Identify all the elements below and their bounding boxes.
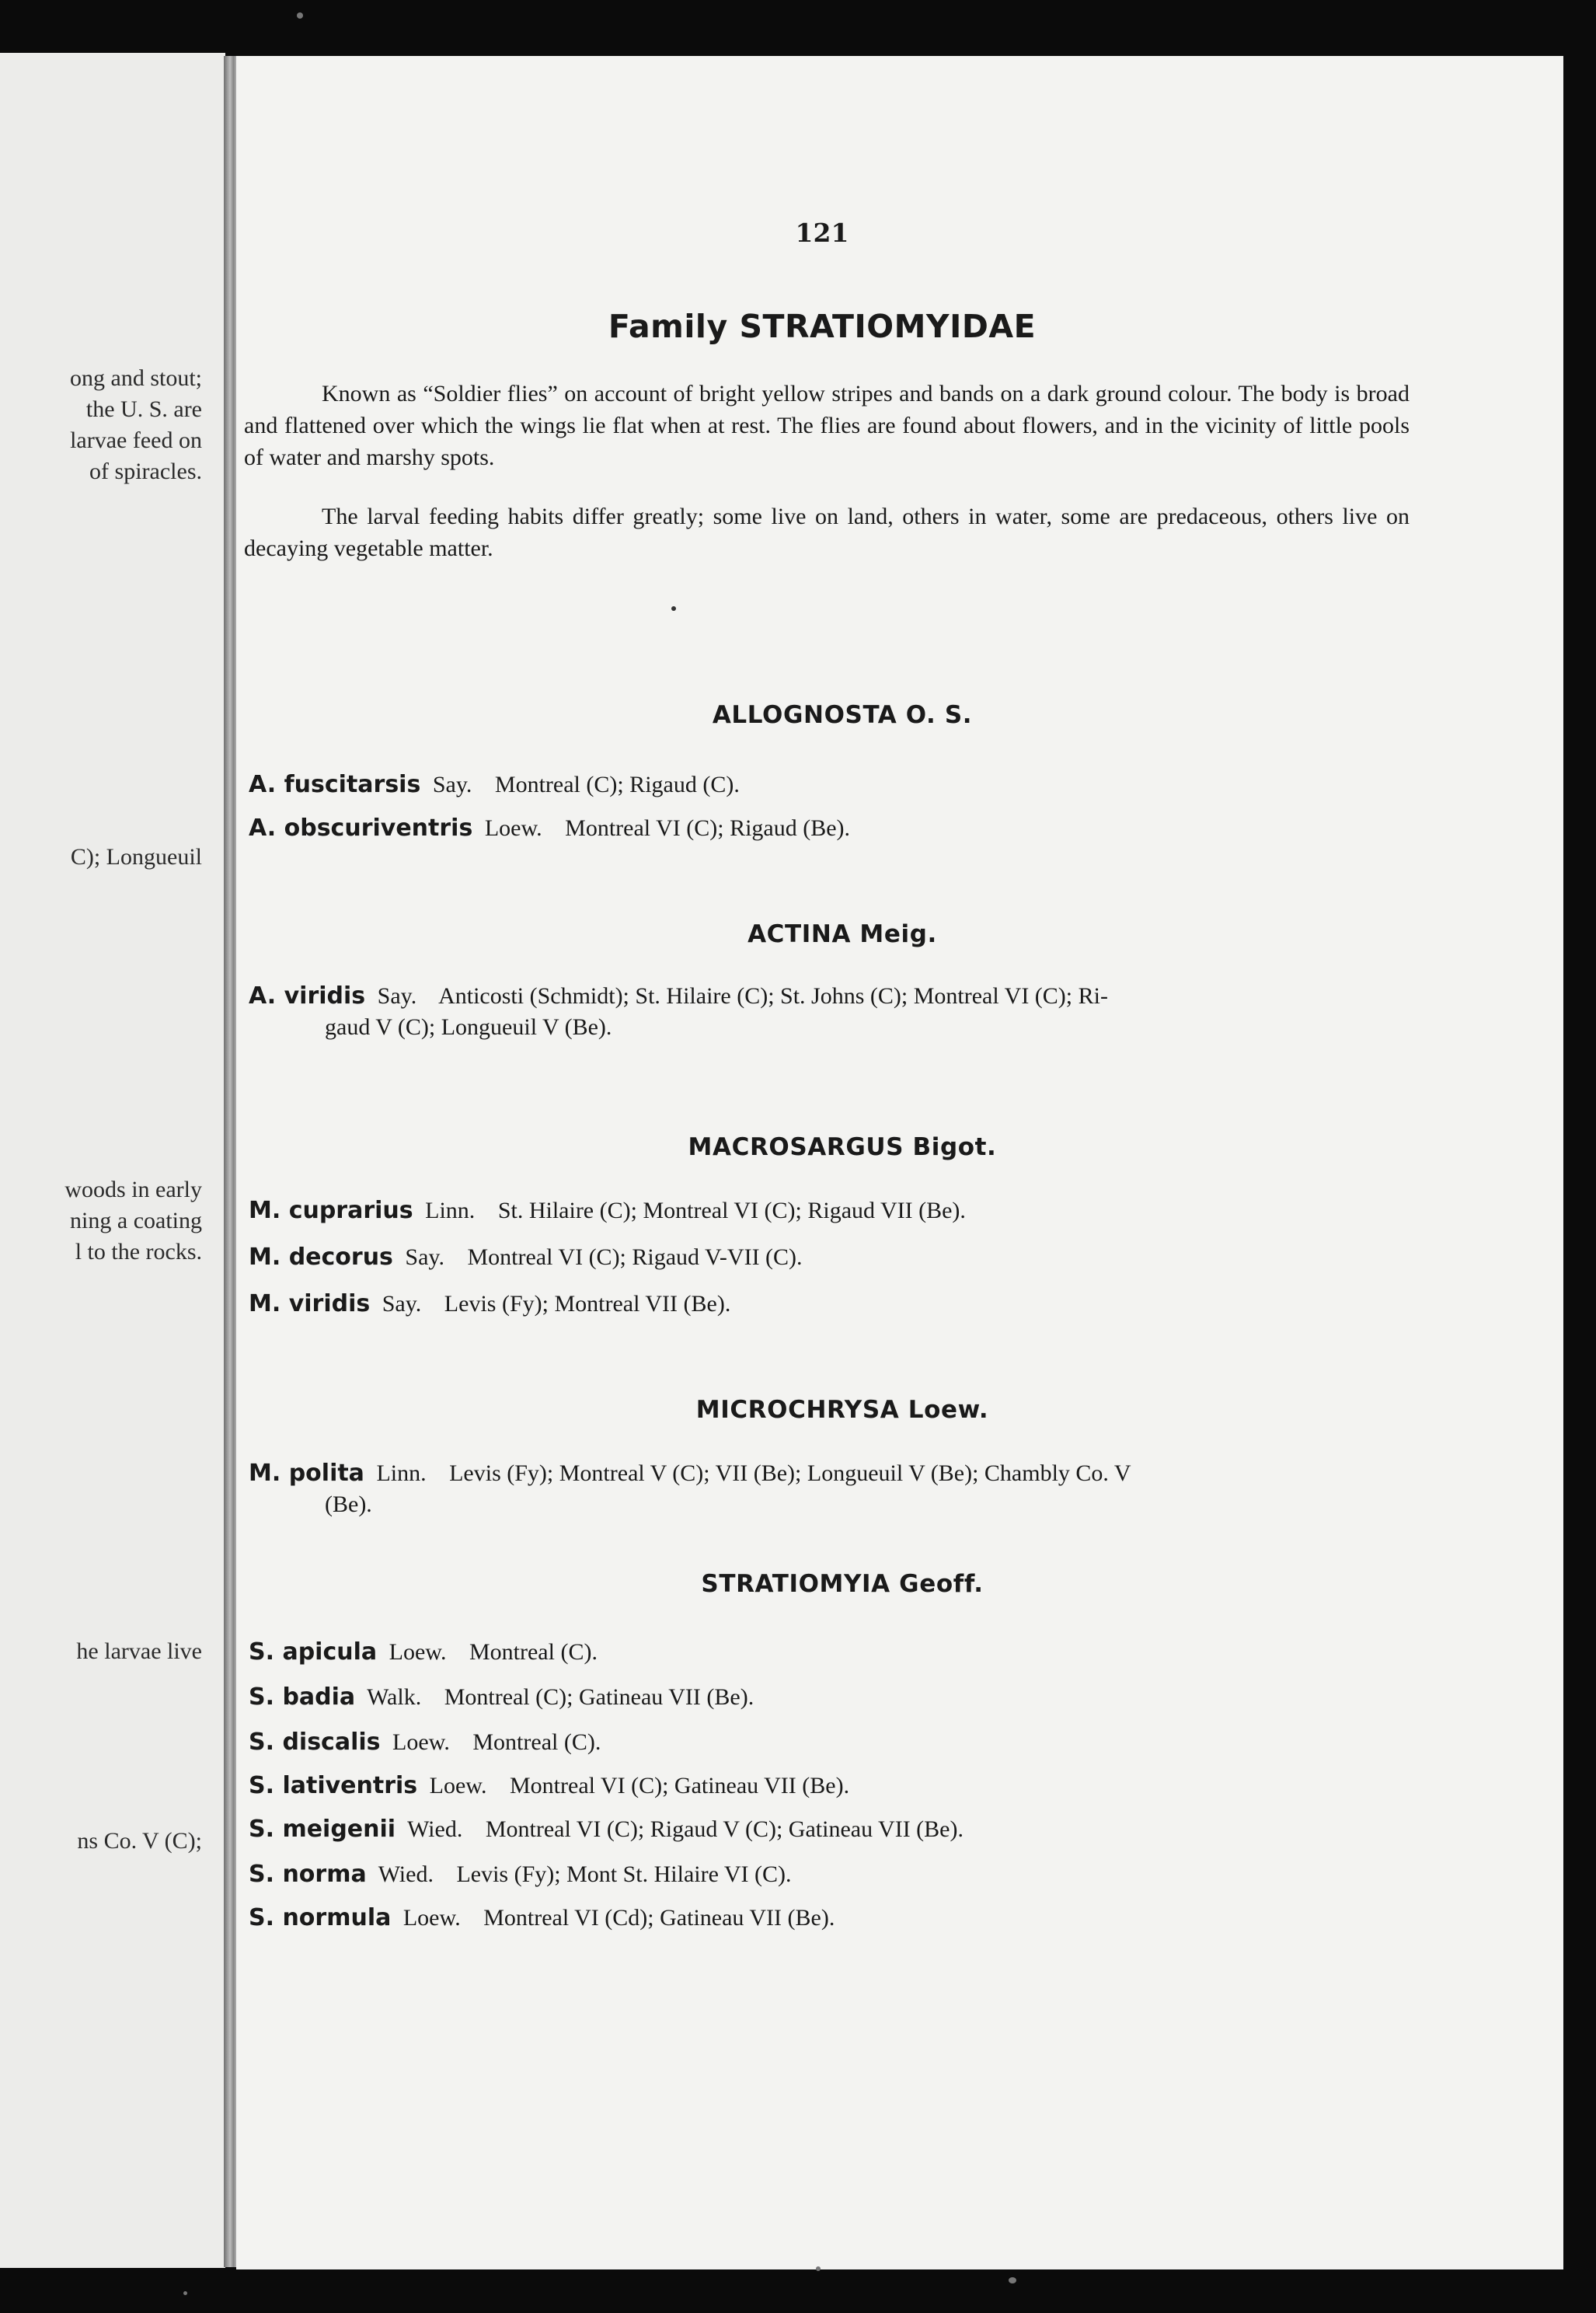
species-entry (249, 769, 1424, 801)
species-entry (249, 1771, 1424, 1802)
species-localities: Montreal VI (C); Rigaud V-VII (C). (467, 1244, 803, 1270)
book-page (236, 56, 1563, 2269)
species-author: Wied. (378, 1861, 434, 1887)
species-localities: Montreal VI (Cd); Gatineau VII (Be). (483, 1905, 835, 1931)
species-author: Linn. (376, 1460, 427, 1486)
species-localities: Montreal (C); Rigaud (C). (494, 772, 740, 797)
species-localities: Levis (Fy); Mont St. Hilaire VI (C). (456, 1861, 792, 1887)
species-entry (249, 813, 1424, 844)
species-entry (249, 1458, 1424, 1520)
species-localities: Montreal VI (C); Rigaud V (C); Gatineau VII (Be). (485, 1816, 964, 1842)
species-author: Loew. (484, 815, 542, 841)
species-localities-continued: (Be). (325, 1491, 372, 1517)
left-page-line: l to the rocks. (75, 1239, 202, 1265)
species-name: M. cuprarius (249, 1197, 413, 1224)
species-name: M. decorus (249, 1244, 393, 1271)
page-number: 121 (795, 218, 849, 248)
species-author: Say. (382, 1291, 422, 1317)
species-name: M. viridis (249, 1290, 371, 1317)
species-localities: St. Hilaire (C); Montreal VI (C); Rigaud VII (Be). (497, 1198, 966, 1223)
genus-heading: MICROCHRYSA Loew. (695, 1396, 989, 1424)
species-entry (249, 1289, 1424, 1320)
species-author: Loew. (429, 1773, 487, 1798)
family-title: Family STRATIOMYIDAE (608, 308, 1037, 345)
species-name: A. fuscitarsis (249, 771, 421, 798)
species-localities-continued: gaud V (C); Longueuil V (Be). (325, 1014, 612, 1040)
species-entry (249, 1195, 1424, 1226)
left-page-line: the U. S. are (85, 396, 202, 422)
species-entry (249, 1242, 1424, 1273)
species-name: S. norma (249, 1861, 367, 1888)
species-localities: Montreal (C). (472, 1729, 601, 1755)
species-localities: Montreal (C); Gatineau VII (Be). (444, 1684, 754, 1710)
left-page-line: ong and stout; (70, 365, 202, 391)
intro-paragraph: Known as “Soldier flies” on account of bright yellow stripes and bands on a dark ground colour. The body is broad and flattened over which the wings lie flat when at rest. The flies are found about flowers, and in the vicinity of little pools of water and marshy spots. (244, 381, 1410, 470)
print-speck (671, 606, 676, 611)
species-name: A. viridis (249, 982, 366, 1010)
species-author: Loew. (389, 1639, 447, 1665)
left-page-line: ning a coating (70, 1208, 202, 1233)
species-entry (249, 981, 1424, 1043)
species-entry (249, 1859, 1424, 1890)
species-localities: Montreal VI (C); Gatineau VII (Be). (510, 1773, 850, 1798)
genus-heading: MACROSARGUS Bigot. (688, 1133, 997, 1161)
species-name: M. polita (249, 1460, 364, 1487)
scan-speck (816, 2266, 821, 2271)
intro-paragraph: The larval feeding habits differ greatly; some live on land, others in water, some are predaceous, others live on decaying vegetable matter. (244, 504, 1410, 561)
species-author: Say. (377, 983, 417, 1009)
species-name: S. apicula (249, 1638, 378, 1666)
left-page-line: he larvae live (76, 1638, 202, 1664)
species-name: S. lativentris (249, 1772, 418, 1799)
species-author: Walk. (367, 1684, 422, 1710)
species-author: Say. (405, 1244, 444, 1270)
genus-heading: STRATIOMYIA Geoff. (701, 1570, 984, 1598)
genus-heading: ALLOGNOSTA O. S. (712, 701, 973, 729)
species-localities: Montreal VI (C); Rigaud (Be). (565, 815, 851, 841)
left-page-line: woods in early (64, 1177, 202, 1202)
species-name: A. obscuriventris (249, 815, 473, 842)
species-name: S. discalis (249, 1729, 381, 1756)
left-facing-page (0, 53, 225, 2268)
species-author: Loew. (402, 1905, 461, 1931)
scan-speck (297, 12, 303, 19)
species-entry (249, 1682, 1424, 1713)
left-page-line: of spiracles. (89, 459, 202, 484)
species-entry (249, 1814, 1424, 1845)
species-name: S. meigenii (249, 1816, 396, 1843)
species-author: Linn. (425, 1198, 476, 1223)
species-name: S. normula (249, 1904, 392, 1931)
left-page-line: C); Longueuil (70, 844, 202, 870)
species-author: Loew. (392, 1729, 450, 1755)
species-author: Wied. (407, 1816, 463, 1842)
species-localities: Montreal (C). (469, 1639, 598, 1665)
species-localities: Levis (Fy); Montreal VII (Be). (444, 1291, 731, 1317)
species-name: S. badia (249, 1683, 356, 1711)
species-author: Say. (432, 772, 472, 797)
scan-speck (183, 2291, 187, 2295)
species-localities: Anticosti (Schmidt); St. Hilaire (C); St. Johns (C); Montreal VI (C); Ri- (438, 983, 1108, 1009)
species-entry (249, 1903, 1424, 1934)
genus-heading: ACTINA Meig. (747, 920, 937, 948)
scan-speck (1009, 2277, 1016, 2283)
species-localities: Levis (Fy); Montreal V (C); VII (Be); Longueuil V (Be); Chambly Co. V (449, 1460, 1131, 1486)
species-entry (249, 1637, 1424, 1668)
left-page-line: ns Co. V (C); (77, 1828, 202, 1854)
left-page-line: larvae feed on (70, 427, 202, 453)
species-entry (249, 1727, 1424, 1758)
